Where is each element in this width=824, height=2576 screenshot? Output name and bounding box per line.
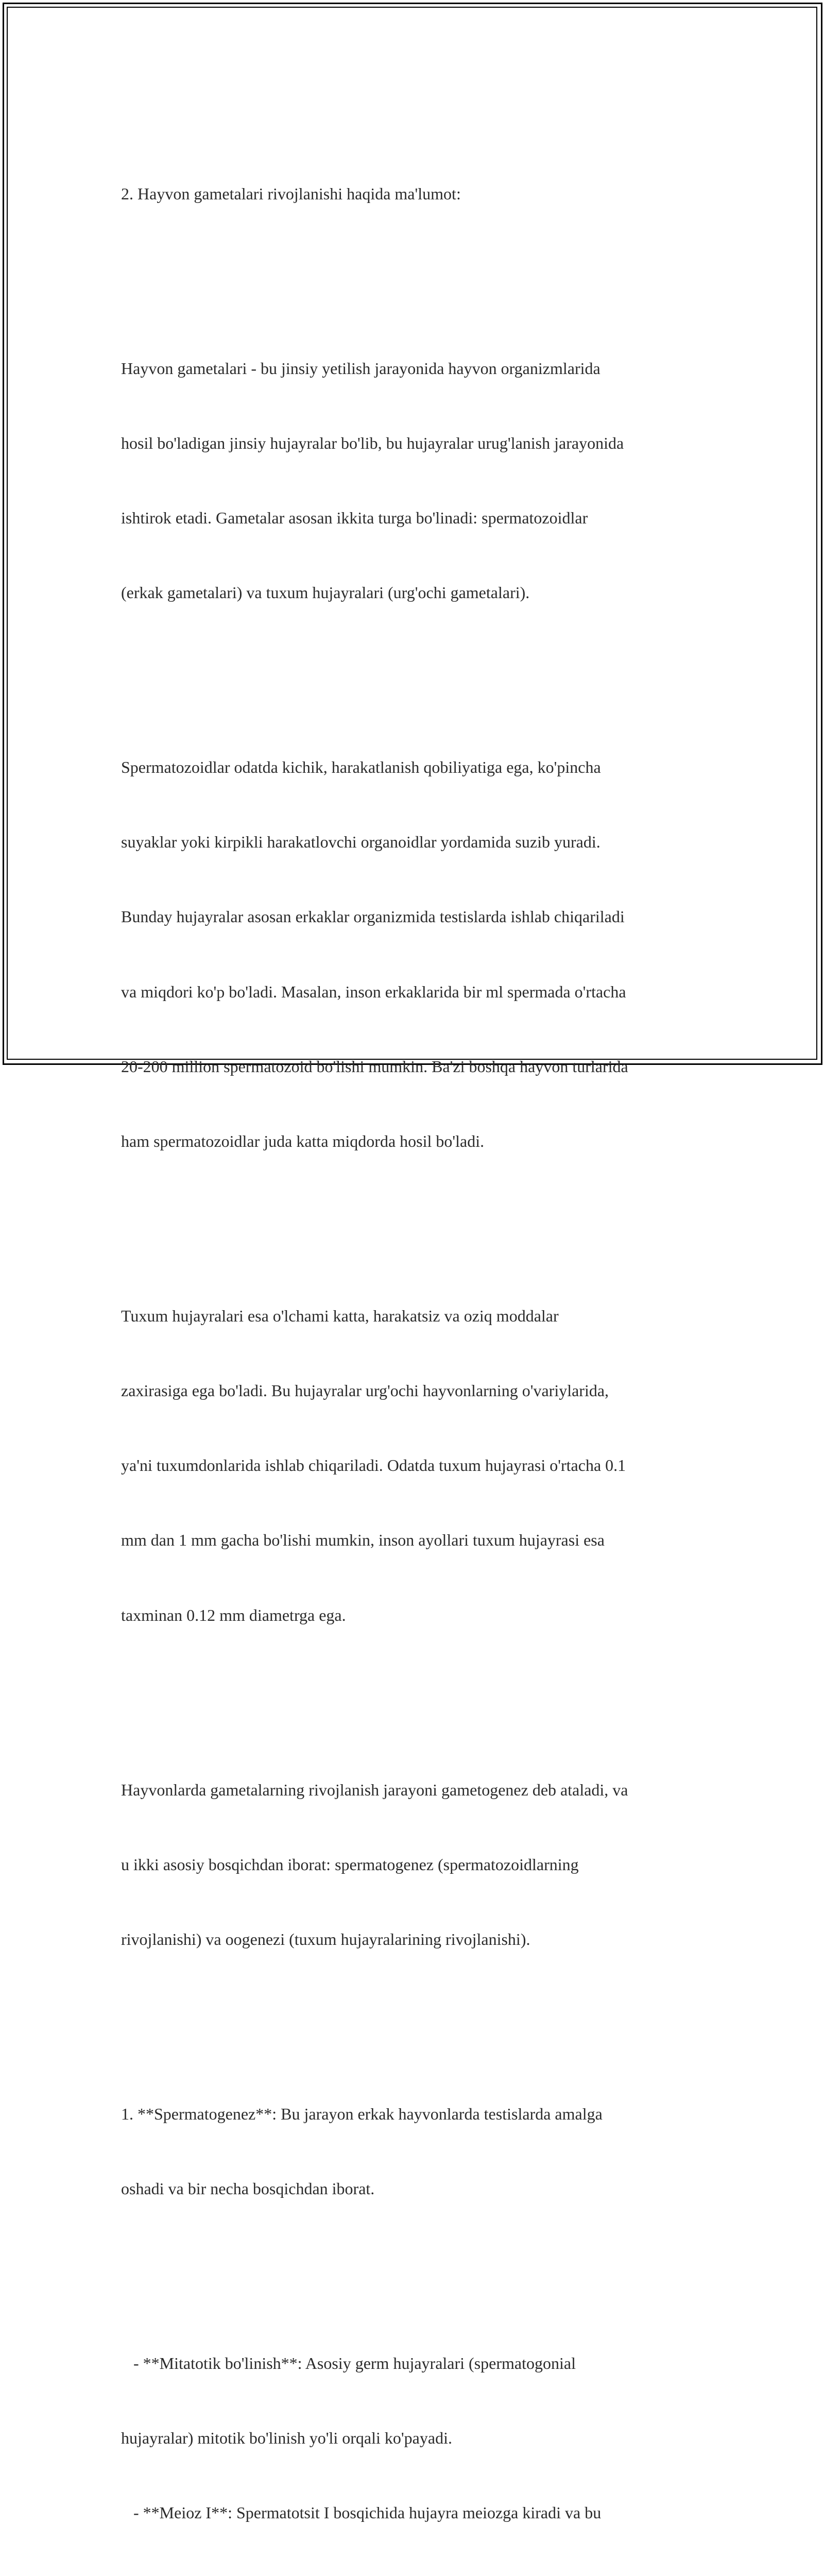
paragraph-spacer [121,256,713,281]
sub-item-meioz-1-line-1: - **Meioz I**: Spermatotsit I bosqichida hujayra meiozga kiradi va bu [121,2503,602,2522]
paragraph-1-line-3: ishtirok etadi. Gametalar asosan ikkita turga bo'linadi: spermatozoidlar [121,509,588,528]
paragraph-4-line-3: rivojlanishi) va oogenezi (tuxum hujayralarining rivojlanishi). [121,1929,530,1948]
paragraph-2-line-2: suyaklar yoki kirpikli harakatlovchi organoidlar yordamida suzib yuradi. [121,833,600,852]
paragraph-4-line-1: Hayvonlarda gametalarning rivojlanish jarayoni gametogenez deb ataladi, va [121,1780,628,1799]
document-body [121,131,713,2576]
paragraph-spacer [121,655,713,680]
paragraph-3-line-5: taxminan 0.12 mm diametrga ega. [121,1605,346,1624]
paragraph-1-line-1: Hayvon gametalari - bu jinsiy yetilish jarayonida hayvon organizmlarida [121,359,600,378]
paragraph-2-line-4: va miqdori ko'p bo'ladi. Masalan, inson erkaklarida bir ml spermada o'rtacha [121,982,626,1001]
document-heading: 2. Hayvon gametalari rivojlanishi haqida ma'lumot: [121,184,461,203]
paragraph-4-line-2: u ikki asosiy bosqichdan iborat: spermatogenez (spermatozoidlarning [121,1855,579,1874]
paragraph-2-line-3: Bunday hujayralar asosan erkaklar organizmida testislarda ishlab chiqariladi [121,907,625,926]
sub-item-mitotik-line-2: hujayralar) mitotik bo'linish yo'li orqali ko'payadi. [121,2428,452,2447]
list-item-spermatogenez-line-2: oshadi va bir necha bosqichdan iborat. [121,2179,375,2198]
paragraph-2-line-5: 20-200 million spermatozoid bo'lishi mumkin. Ba'zi boshqa hayvon turlarida [121,1057,628,1076]
paragraph-3-line-4: mm dan 1 mm gacha bo'lishi mumkin, inson ayollari tuxum hujayrasi esa [121,1531,605,1550]
paragraph-3-line-2: zaxirasiga ega bo'ladi. Bu hujayralar urg'ochi hayvonlarning o'variylarida, [121,1381,609,1400]
list-item-spermatogenez-line-1: 1. **Spermatogenez**: Bu jarayon erkak hayvonlarda testislarda amalga [121,2104,603,2123]
paragraph-spacer [121,1204,713,1228]
paragraph-spacer [121,2002,713,2026]
paragraph-1-line-4: (erkak gametalari) va tuxum hujayralari (urg'ochi gametalari). [121,583,530,602]
paragraph-3-line-3: ya'ni tuxumdonlarida ishlab chiqariladi. Odatda tuxum hujayrasi o'rtacha 0.1 [121,1456,626,1475]
paragraph-2-line-1: Spermatozoidlar odatda kichik, harakatlanish qobiliyatiga ega, ko'pincha [121,758,601,777]
paragraph-spacer [121,2251,713,2276]
paragraph-1-line-2: hosil bo'ladigan jinsiy hujayralar bo'lib, bu hujayralar urug'lanish jarayonida [121,433,624,452]
paragraph-spacer [121,1677,713,1702]
paragraph-3-line-1: Tuxum hujayralari esa o'lchami katta, harakatsiz va oziq moddalar [121,1306,559,1325]
sub-item-mitotik-line-1: - **Mitatotik bo'linish**: Asosiy germ hujayralari (spermatogonial [121,2353,576,2372]
paragraph-2-line-6: ham spermatozoidlar juda katta miqdorda hosil bo'ladi. [121,1132,485,1151]
